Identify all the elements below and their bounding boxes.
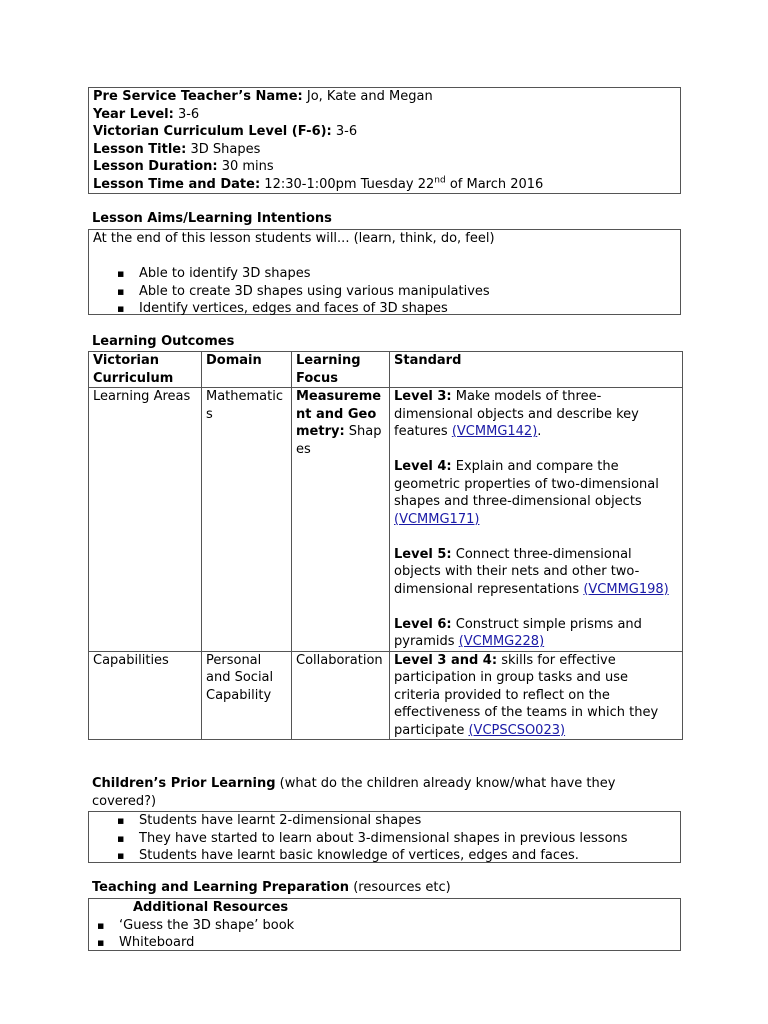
cell-focus xyxy=(292,388,390,652)
standard-text: Explain and compare the geometric properties of two-dimensional shapes and three-dimensional objects xyxy=(394,459,659,509)
lesson-duration-value: 30 mins xyxy=(221,159,274,174)
focus-rest: Shapes xyxy=(296,424,382,457)
year-level-line xyxy=(93,106,680,124)
teacher-name-label: Pre Service Teacher’s Name: xyxy=(93,89,303,104)
lesson-title-value: 3D Shapes xyxy=(190,141,261,157)
lesson-details-box xyxy=(88,87,681,194)
header-victorian-curriculum: Victorian Curriculum xyxy=(89,352,202,388)
table-row xyxy=(89,388,683,652)
teacher-name-value: Jo, Kate and Megan xyxy=(306,89,433,104)
standard-level-label: Level 4: xyxy=(394,459,452,474)
cell-curriculum: Capabilities xyxy=(89,651,202,740)
preparation-heading xyxy=(92,879,451,897)
table-header-row xyxy=(89,352,683,388)
standard-level-3 xyxy=(394,388,678,441)
prior-learning-note: (what do the children already know/what have they covered?) xyxy=(92,776,616,809)
aims-heading: Lesson Aims/Learning Intentions xyxy=(92,211,332,226)
year-level-value: 3-6 xyxy=(177,106,200,122)
lesson-duration-label: Lesson Duration: xyxy=(93,159,218,174)
standard-text: skills for effective participation in group tasks and use criteria provided to reflect on the effectiveness of the teams in which they participate xyxy=(394,652,659,738)
vcmmg171-link[interactable]: (VCMMG171) xyxy=(394,511,480,527)
standard-level-label: Level 3: xyxy=(394,389,452,404)
lesson-time-label: Lesson Time and Date: xyxy=(93,176,261,192)
cell-curriculum: Learning Areas xyxy=(89,388,202,652)
aims-intro: At the end of this lesson students will... (learn, think, do, feel) xyxy=(93,231,495,246)
standard-text: Make models of three-dimensional objects and describe key features xyxy=(394,389,639,439)
aims-list xyxy=(93,265,680,318)
vcmmg198-link[interactable]: (VCMMG198) xyxy=(583,581,669,597)
lesson-time-line xyxy=(93,176,680,194)
list-item: ▪ Able to create 3D shapes using various manipulatives xyxy=(93,283,680,301)
year-level-label: Year Level: xyxy=(93,106,174,122)
prior-learning-list xyxy=(93,812,680,865)
prior-learning-heading xyxy=(92,775,682,810)
aims-box xyxy=(88,229,681,315)
list-item: ▪ Identify vertices, edges and faces of 3D shapes xyxy=(93,300,680,318)
list-item: ▪ Able to identify 3D shapes xyxy=(93,265,680,283)
preparation-title: Teaching and Learning Preparation xyxy=(92,880,350,895)
header-domain: Domain xyxy=(202,352,292,388)
curriculum-level-line xyxy=(93,123,680,141)
cell-domain: Personal and Social Capability xyxy=(202,651,292,740)
lesson-title-line xyxy=(93,141,680,159)
standard-level-label: Level 5: xyxy=(394,546,452,562)
list-item: ▪ Students have learnt basic knowledge of vertices, edges and faces. xyxy=(93,847,680,865)
prior-learning-title: Children’s Prior Learning xyxy=(92,776,276,791)
curriculum-level-value: 3-6 xyxy=(335,124,358,139)
standard-capabilities xyxy=(394,652,678,740)
cell-standard xyxy=(390,388,683,652)
prior-learning-box xyxy=(88,811,681,863)
list-item: ▪ Students have learnt 2-dimensional shapes xyxy=(93,812,680,830)
teacher-name-line xyxy=(93,88,680,106)
standard-text: Connect three-dimensional objects with their nets and other two-dimensional representations xyxy=(394,546,640,597)
vcpscso023-link[interactable]: (VCPSCSO023) xyxy=(468,722,566,738)
standard-level-4 xyxy=(394,458,678,528)
table-row xyxy=(89,651,683,740)
lesson-time-value-end: of March 2016 xyxy=(445,176,544,192)
lesson-time-ordinal: nd xyxy=(434,175,446,186)
learning-outcomes-table xyxy=(88,351,683,740)
standard-level-5 xyxy=(394,546,678,599)
standard-text: Construct simple prisms and pyramids xyxy=(394,616,642,649)
list-item: ▪ ‘Guess the 3D shape’ book xyxy=(93,917,680,935)
preparation-note: (resources etc) xyxy=(349,880,451,895)
lesson-title-label: Lesson Title: xyxy=(93,141,187,157)
lesson-duration-line xyxy=(93,158,680,176)
standard-end: . xyxy=(537,424,542,439)
curriculum-level-label: Victorian Curriculum Level (F-6): xyxy=(93,124,332,139)
cell-domain: Mathematics xyxy=(202,388,292,652)
standard-level-label: Level 3 and 4: xyxy=(394,652,498,668)
cell-standard xyxy=(390,651,683,740)
header-learning-focus: Learning Focus xyxy=(292,352,390,388)
cell-focus: Collaboration xyxy=(292,651,390,740)
vcmmg228-link[interactable]: (VCMMG228) xyxy=(458,634,545,649)
list-item: ▪ Whiteboard xyxy=(93,934,680,952)
header-standard: Standard xyxy=(390,352,683,388)
focus-bold: Measurement and Geometry: xyxy=(296,389,382,439)
outcomes-heading: Learning Outcomes xyxy=(92,334,235,349)
resources-list xyxy=(93,917,680,952)
preparation-box xyxy=(88,898,681,951)
list-item: ▪ They have started to learn about 3-dimensional shapes in previous lessons xyxy=(93,830,680,848)
standard-level-label: Level 6: xyxy=(394,616,452,632)
vcmmg142-link[interactable]: (VCMMG142) xyxy=(451,424,538,439)
standard-level-6 xyxy=(394,616,678,651)
lesson-time-value: 12:30-1:00pm Tuesday 22 xyxy=(264,176,435,192)
additional-resources-title: Additional Resources xyxy=(133,900,289,915)
